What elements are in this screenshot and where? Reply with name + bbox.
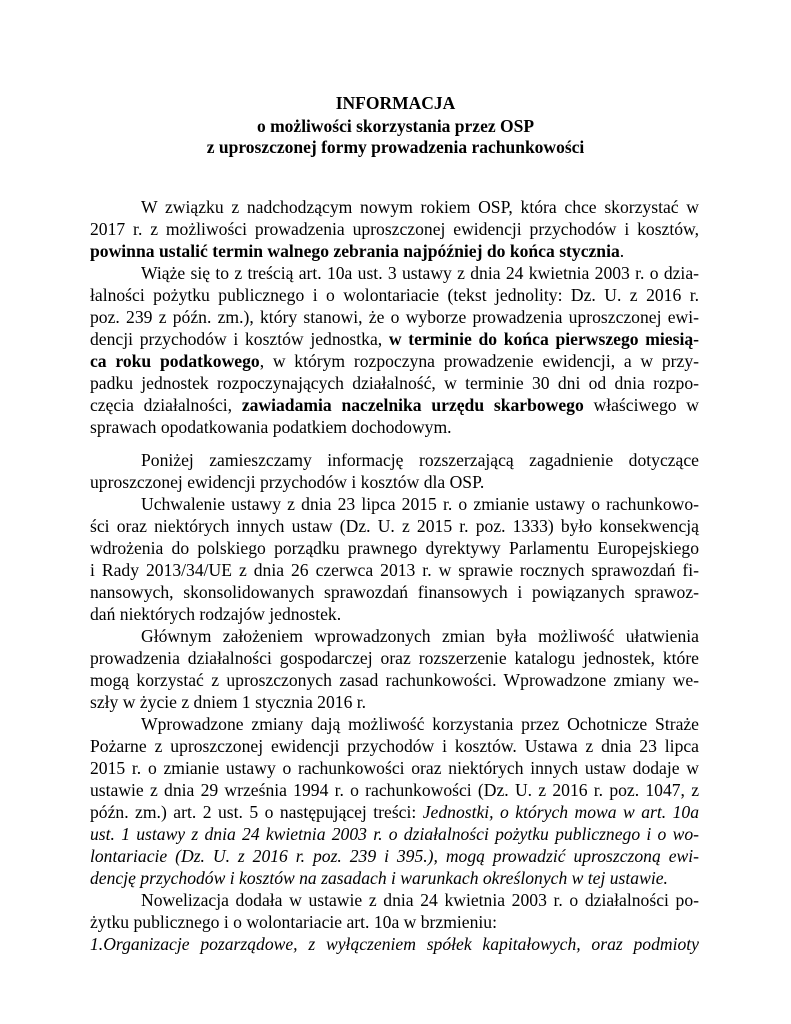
paragraph-line: Uchwalenie ustawy z dnia 23 lipca 2015 r. o zmianie ustawy o rachunkowo- <box>141 494 699 514</box>
paragraph-line: prowadzenia działalności gospodarczej oraz rozszerzenie katalogu jednostek, które <box>90 648 699 668</box>
bold-text: zawiadamia naczelnika urzędu skarbowego <box>241 395 584 415</box>
document-subtitle-line-1: o możliwości skorzystania przez OSP <box>256 116 535 136</box>
paragraph-line: uproszczonej ewidencji przychodów i kosztów dla OSP. <box>90 472 485 492</box>
paragraph-line: częcia działalności, zawiadamia naczelnika urzędu skarbowego właściwego w <box>90 395 699 415</box>
paragraph-line: Pożarne z uproszczonej ewidencji przychodów i kosztów. Ustawa z dnia 23 lipca <box>90 736 699 756</box>
paragraph-line: mogą korzystać z uproszczonych zasad rachunkowości. Wprowadzone zmiany we- <box>90 670 699 690</box>
italic-quote-line: dencję przychodów i kosztów na zasadach i warunkach określonych w tej ustawie. <box>90 868 668 888</box>
paragraph-line: Poniżej zamieszczamy informację rozszerzającą zagadnienie dotyczące <box>141 450 699 470</box>
document-title: INFORMACJA <box>335 93 456 113</box>
paragraph-line: ca roku podatkowego, w którym rozpoczyna prowadzenie ewidencji, a w przy- <box>90 351 699 371</box>
paragraph-line: powinna ustalić termin walnego zebrania najpóźniej do końca stycznia. <box>90 241 625 261</box>
paragraph-line: Wiąże się to z treścią art. 10a ust. 3 ustawy z dnia 24 kwietnia 2003 r. o dzia- <box>141 263 699 283</box>
paragraph-line: łalności pożytku publicznego i o wolontariacie (tekst jednolity: Dz. U. z 2016 r. <box>90 285 699 305</box>
paragraph-line: Głównym założeniem wprowadzonych zmian była możliwość ułatwienia <box>141 626 699 646</box>
italic-quote-line: 1.Organizacje pozarządowe, z wyłączeniem spółek kapitałowych, oraz podmioty <box>90 934 699 954</box>
paragraph-line: Wprowadzone zmiany dają możliwość korzystania przez Ochotnicze Straże <box>141 714 699 734</box>
paragraph-line: nansowych, skonsolidowanych sprawozdań finansowych i powiązanych sprawoz- <box>90 582 699 602</box>
bold-text: w terminie do końca pierwszego miesią- <box>388 329 699 349</box>
italic-quote-line: lontariacie (Dz. U. z 2016 r. poz. 239 i 395.), mogą prowadzić uproszczoną ewi- <box>90 846 699 866</box>
paragraph-line: poz. 239 z późn. zm.), który stanowi, że o wyborze prowadzenia uproszczonej ewi- <box>90 307 699 327</box>
paragraph-line: późn. zm.) art. 2 ust. 5 o następującej treści: Jednostki, o których mowa w art. 10a <box>90 802 699 822</box>
paragraph-line: wdrożenia do polskiego porządku prawnego dyrektywy Parlamentu Europejskiego <box>90 538 699 558</box>
paragraph-line: W związku z nadchodzącym nowym rokiem OSP, która chce skorzystać w <box>141 197 699 217</box>
paragraph-line: ustawie z dnia 29 września 1994 r. o rachunkowości (Dz. U. z 2016 r. poz. 1047, z <box>90 780 699 800</box>
paragraph-line: dencji przychodów i kosztów jednostka, w terminie do końca pierwszego miesią- <box>90 329 699 349</box>
paragraph-line: Nowelizacja dodała w ustawie z dnia 24 kwietnia 2003 r. o działalności po- <box>141 890 699 910</box>
paragraph-line: i Rady 2013/34/UE z dnia 26 czerwca 2013 r. w sprawie rocznych sprawozdań fi- <box>90 560 699 580</box>
document-subtitle-line-2: z uproszczonej formy prowadzenia rachunkowości <box>206 137 585 157</box>
paragraph-line: sprawach opodatkowania podatkiem dochodowym. <box>90 417 452 437</box>
italic-quote: Jednostki, o których mowa w art. 10a <box>422 802 699 822</box>
paragraph-line: szły w życie z dniem 1 stycznia 2016 r. <box>90 692 367 712</box>
italic-quote-line: ust. 1 ustawy z dnia 24 kwietnia 2003 r. o działalności pożytku publicznego i o wo- <box>90 824 699 844</box>
paragraph-line: dań niektórych rodzajów jednostek. <box>90 604 342 624</box>
paragraph-line: 2015 r. o zmianie ustawy o rachunkowości oraz niektórych innych ustaw dodaje w <box>90 758 699 778</box>
paragraph-line: 2017 r. z możliwości prowadzenia uproszczonej ewidencji przychodów i kosztów, <box>90 219 699 239</box>
bold-text: ca roku podatkowego <box>90 351 260 371</box>
paragraph-line: ści oraz niektórych innych ustaw (Dz. U. z 2015 r. poz. 1333) było konsekwencją <box>90 516 699 536</box>
paragraph-line: padku jednostek rozpoczynających działalność, w terminie 30 dni od dnia rozpo- <box>90 373 699 393</box>
paragraph-line: żytku publicznego i o wolontariacie art. 10a w brzmieniu: <box>90 912 497 932</box>
bold-text: powinna ustalić termin walnego zebrania najpóźniej do końca stycznia <box>90 241 620 261</box>
